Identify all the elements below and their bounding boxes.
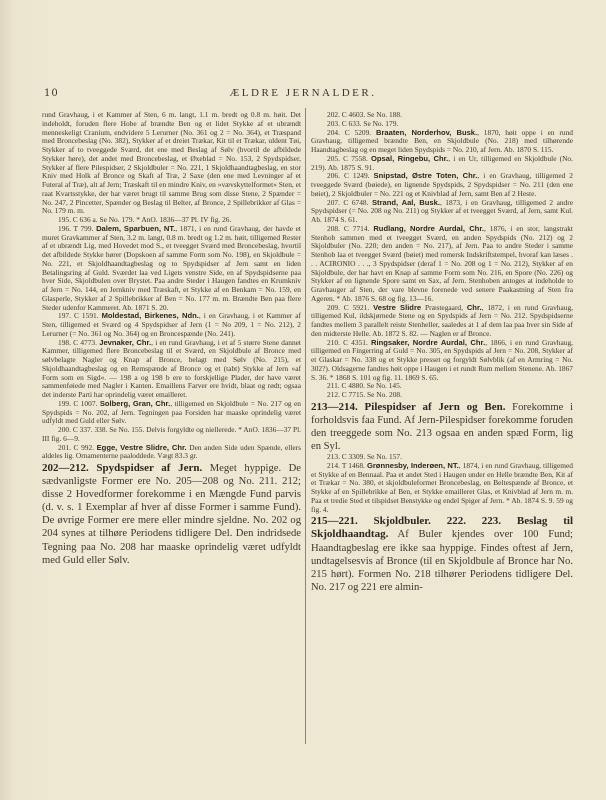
entry-text: Præstegaard, bbox=[421, 302, 467, 312]
catalog-entry bbox=[42, 312, 301, 338]
right-column bbox=[311, 111, 573, 594]
entry-text: , tilligemed en Skjoldbule = No. 217 og en Spydspids = No. 202, af Jern. Tegningen paa Forsiden har maaske oprindelig været udfyldt med Guld eller Sølv. bbox=[42, 398, 302, 426]
catalog-entry bbox=[311, 304, 573, 339]
entry-text: 207. C 6748. bbox=[327, 197, 372, 207]
entry-text: 196. T 799. bbox=[58, 223, 97, 233]
entry-text: 197. C 1591. bbox=[58, 311, 102, 321]
entry-text: , 1872, i en rund Gravhaug, tilligemed Kul, ildskjørnede Stene og en Spydspids af Jern = No. 212. Spydspidserne fandtes mellem 3 parallelt reiste Stenheller, saaledes at 1 af dem laa paa hver sin Side af den midterste Helle. Ab. 1872 S. 82. — Naglen er af Bronce. bbox=[311, 302, 573, 338]
left-column bbox=[42, 111, 301, 567]
find-place: Dalem, Sparbuen, NT. bbox=[96, 223, 176, 233]
entry-text: 201. C 992. bbox=[58, 442, 97, 452]
section-paragraph bbox=[311, 401, 573, 453]
entry-text: 204. C 5209. bbox=[327, 127, 376, 137]
find-place: Strand, Aal, Busk. bbox=[371, 197, 440, 207]
entry-text: 213. C 3309. Se No. 157. bbox=[327, 452, 402, 462]
entry-text: Forekomme i forholdsvis faa Fund. Af Jern-Pilespidser forekomme foruden den treeggede som No. 213 ogsaa en anden spæd Form, lig en Syl. bbox=[311, 401, 574, 453]
entry-text: , i en rund Gravhaug, i et af 5 større Stene dannet Kammer, tilligemed flere Broncebeslag til et Sværd, en Skjoldbule af Bronce med sølvbelagte Nagler og Knap af Bronce, belagt med Sølv (No. 215), et Skjoldhaandtagbeslag og en Remspænde af Bronce og et (tabt) Stykke af Jern »af Form som en Sigd«. — 198 a og 198 b ere to forskjellige Plader, der have været sammenføiede med Nagler i Kanten. Emaillens Farver ere hvidt, blaat og rødt; ogsaa det inderste Parti har oprindelig været emailleret. bbox=[42, 337, 301, 399]
catalog-entry bbox=[311, 391, 573, 400]
find-place: Grønnesby, Inderøen, NT. bbox=[366, 460, 459, 470]
catalog-entry bbox=[311, 172, 573, 198]
section-paragraph bbox=[311, 515, 573, 594]
entry-text: 200. C 337. 338. Se No. 155. Delvis forgyldte og niellerede. * AnO. 1836—37 Pl. III fig. 6—9. bbox=[42, 425, 301, 443]
entry-text: 209. C 5921. bbox=[327, 302, 374, 312]
entry-text: , i en Gravhaug, tilligemed 2 tveeggede Sværd (bøiede), en lignende Spydspids, 2 Spydspidser = No. 211 (den ene bøiet), 2 Skjoldbuler = No. 221 og et Knivblad af Jern, samt Ben af 2 Heste. bbox=[311, 171, 574, 198]
entry-text: , i en Ur, tilligemed en Skjoldbule (No. 219). Ab. 1875 S. 91. bbox=[311, 153, 573, 172]
entry-text: , 1871, i en rund Gravhaug, der havde et muret Gravkammer af Sten, 3.2 m. langt, 0.8 m. bredt og 1.2 m. høit, tilligemed Rester af et ubrændt Lig, med Hovedet mod S., et tveegget Sværd med Broncebeslag, hvortil det afbildede Stykke hører (Dopskoen af samme Form som No. 198), en Skjoldbule = No. 221, et Skjoldhaandtagbeslag og to Spydspidser af Jern samt en liden Betalingsring af Guld. Sværdet laa ved Ligets venstre Side, en af Spydspidserne paa hver Side, Skjoldbulen over Brystet. Paa andre Steder i Haugen fandtes en Krumkniv af Jern = No. 144, en Jernkniv med Træskaft, et Stykke af en Benkam = No. 159, en Glasperle, Stykker af 2 Spillebrikker af Ben = No. 177 m. m. Brændte Ben paa flere Steder udenfor Kammeret. Ab. 1871 S. 20. bbox=[42, 223, 301, 312]
entry-text: 211. C 4880. Se No. 145. bbox=[327, 381, 402, 391]
find-place: Chr. bbox=[466, 302, 482, 312]
entry-text: , 1876, i en stor, langstrakt Stenhob sammen med et tveegget Sværd, en anden Spydspids (No. 212) og 2 Skjoldbuler (No. 220; den anden = No. 217), af Jern. Paa to andre Steder i samme Stenhob laa et tveegget Sværd (bøiet) med romersk Indskriftstempel, hvoraf kan læses . . . ACIRONIO . . ., 3 Spydspidser (deraf 1 = No. 208 og 1 = No. 212), Stykker af en Skjoldbule, der har havt en Knap af samme Form som No. 216, en Spore (No. 226) og Stykker af en lignende Spore samt en Sax, af Jern. Stenhoben antoges at indeholde to Gravhauger af Sten, der vare blevne forenede ved senere Paakastning af Sten fra Ageren. * Ab. 1876 S. 68 og fig. 13—16. bbox=[311, 223, 573, 303]
find-place: Rudlang, Nordre Aurdal, Chr. bbox=[373, 223, 484, 233]
entry-text: , 1870, høit oppe i en rund Gravhaug, tilligemed brændte Ben, en Skjoldbule (No. 218) med tilhørende Haandtagbeslag og en meget liden Spydspids = No. 210, af Jern. Ab. 1870 S. 115. bbox=[311, 127, 573, 154]
entry-text: 206. C 1249. bbox=[327, 171, 374, 181]
entry-text: 195. C 636 a. Se No. 179. * AnO. 1836—37 Pl. IV fig. 26. bbox=[58, 215, 232, 224]
catalog-entry bbox=[42, 400, 301, 426]
find-place: Solberg, Gran, Chr. bbox=[99, 398, 171, 408]
catalog-entry bbox=[42, 225, 301, 313]
entry-text: , i en Gravhaug, i et Kammer af Sten, tilligemed et Sværd og 4 Spydspidser af Jern (1 = No 209, 1 = No. 212), 2 Lerurner (= No. 361 og No. 364) og en Broncespænde (No. 241). bbox=[42, 311, 301, 338]
catalog-entry bbox=[311, 462, 573, 515]
find-place: Ringsaker, Nordre Aurdal, Chr. bbox=[370, 337, 486, 347]
catalog-entry bbox=[311, 155, 573, 173]
find-place: Moldestad, Birkenes, Ndn. bbox=[101, 311, 199, 321]
entry-text: 212. C 7715. Se No. 208. bbox=[327, 390, 402, 399]
page-number: 10 bbox=[44, 88, 59, 99]
entry-text: Af Buler kjendes over 100 Fund; Haandtagbeslag ere ikke saa hyppige. Findes oftest af Jern, undtagelsesvis af Bronce (til en Skjoldbule af Bronce har No. 215 hørt). Formen No. 218 tilhører Periodens tidligere Del. No. 217 og 221 ere almin- bbox=[311, 529, 573, 593]
entry-text: 198. C 4773. bbox=[58, 337, 100, 347]
entry-text: , 1866, i en rund Gravhaug, tilligemed en Fingerring af Guld = No. 305, en Spydspids af Jern = No. 208, Stykker af et Glaskar = No. 338 og et Stykke presset og forgyldt Sølvblik (af en Armring = No. 302?). Oldsagerne fandtes høit oppe i Haugen i et rundt Rum mellem Stenene. Ab. 1867 S. 36. * 1868 S. 101 og fig. 11. 1869 S. 65. bbox=[311, 337, 574, 382]
entry-text: rund Gravhaug, i et Kammer af Sten, 6 m. langt, 1.1 m. bredt og 0.8 m. høit. Det indeholdt, foruden flere Hobe af brændte Ben og et lidet Stykke af et ubrændt menneskeligt Cranium, endvidere 5 Lerurner (No. 361 og 2 = No. 364), et Træspand med Broncebeslag (No. 382), Stykker af et dreiet Trækar, Kit til et Trækar, uldent Tøi, Stykker af to tveeggede Sværd, det ene med Beslag af Sølv (hvortil de afbildede Stykker høre), det andet med Broncebeslag, et Øxeblad = No. 153, 2 Spydspidser, Stykker af flere Pilespidser, 2 Skjoldbuler = No. 221, 1 Skjoldhaandtagbeslag, en stor Kniv med Holk af Bronce og Skaft af Træ, 2 Saxe (den ene med Levninger af et Futeral af Træ), alt af Jern; Træskaft til en mindre Kniv, en »vævskyttelformet« Sten, et raat Kvartsstykke, der har været brugt til samme Brug som disse Stene, 2 Spænder = No. 247, 2 Pincetter, Spænder og Beslag til Belter, af Bronce, 2 Spillebrikker af Glas = No. 179 m. m. bbox=[42, 110, 301, 216]
entry-text: 205. C 7558. bbox=[327, 153, 371, 163]
find-place: Egge, Vestre Slidre, Chr. bbox=[96, 442, 187, 452]
entry-text: Den anden Side uden Spænde, ellers aldeles lig. Ornamenterne paaloddede. Vægt 83.3 gr. bbox=[42, 442, 301, 461]
column-divider bbox=[305, 108, 306, 744]
catalog-entry bbox=[311, 129, 573, 155]
entry-text: 210. C 4351. bbox=[327, 337, 371, 347]
catalog-entry bbox=[311, 339, 573, 383]
find-place: Jevnaker, Chr. bbox=[99, 337, 152, 347]
catalog-entry bbox=[42, 426, 301, 444]
entry-text: , 1873, i en Gravhaug, tilligemed 2 andre Spydspidser (= No. 208 og No. 211) og Stykker af et tveegget Sværd, af Jern, samt Kul. Ab. 1874 S. 61. bbox=[311, 197, 573, 224]
find-place: Vestre Slidre bbox=[373, 302, 422, 312]
find-place: Snipstad, Østre Toten, Chr. bbox=[373, 171, 478, 181]
section-heading: 202—212. Spydspidser af Jern. bbox=[42, 462, 203, 474]
running-title: ÆLDRE JERNALDER. bbox=[229, 87, 377, 99]
entry-text: , 1874, i en rund Gravhaug, tilligemed et Stykke af en Bennaal. Paa et andet Sted i Haugen under en Helle brændte Ben, Kit af et Trækar = No. 380, et skjoldbuleformet Broncebeslag, en Beltespænde af Bronce, et Stykke af en Spillebrikke af Ben, et Stykke emailleret Glas, et Knivblad af Jern m. m. Paa et tredie Sted et tilspidset Benstykke og endel Spiger af Jern. * Ab. 1874 S. 9. 59 og fig. 4. bbox=[311, 460, 574, 514]
catalog-entry bbox=[42, 111, 301, 216]
section-heading: 215—221. Skjoldbuler. 222. 223. Beslag til Skjoldhaandtag. bbox=[311, 515, 573, 541]
entry-text: 214. T 1468. bbox=[327, 460, 367, 470]
entry-text: 208. C 7714. bbox=[327, 223, 374, 233]
catalog-entry bbox=[311, 225, 573, 304]
catalog-entry bbox=[311, 199, 573, 225]
find-place: Opsal, Ringebu, Chr. bbox=[370, 153, 449, 163]
entry-text: Meget hyppige. De sædvanligste Former ere No. 205—208 og No. 211. 212; disse 2 Hovedformer forekomme i en Mængde Fund parvis (d. v. s. 1 Exemplar af hver af disse Former i samme Fund). De øvrige Former ere mere eller mindre sjeldne. No. 202 og 204 synes at tilhøre Periodens tidligere Del. Den indridsede Tegning paa No. 208 har maaske oprindelig været udfyldt med Guld eller Sølv. bbox=[42, 463, 301, 566]
entry-text: 202. C 4603. Se No. 188. bbox=[327, 110, 402, 119]
entry-text: 203. C 633. Se No. 179. bbox=[327, 118, 399, 128]
entry-text: 199. C 1007. bbox=[58, 398, 100, 408]
find-place: Braaten, Norderhov, Busk. bbox=[375, 127, 478, 137]
catalog-entry bbox=[42, 339, 301, 400]
catalog-entry bbox=[42, 444, 301, 462]
section-paragraph bbox=[42, 462, 301, 567]
section-heading: 213—214. Pilespidser af Jern og Ben. bbox=[311, 400, 506, 413]
